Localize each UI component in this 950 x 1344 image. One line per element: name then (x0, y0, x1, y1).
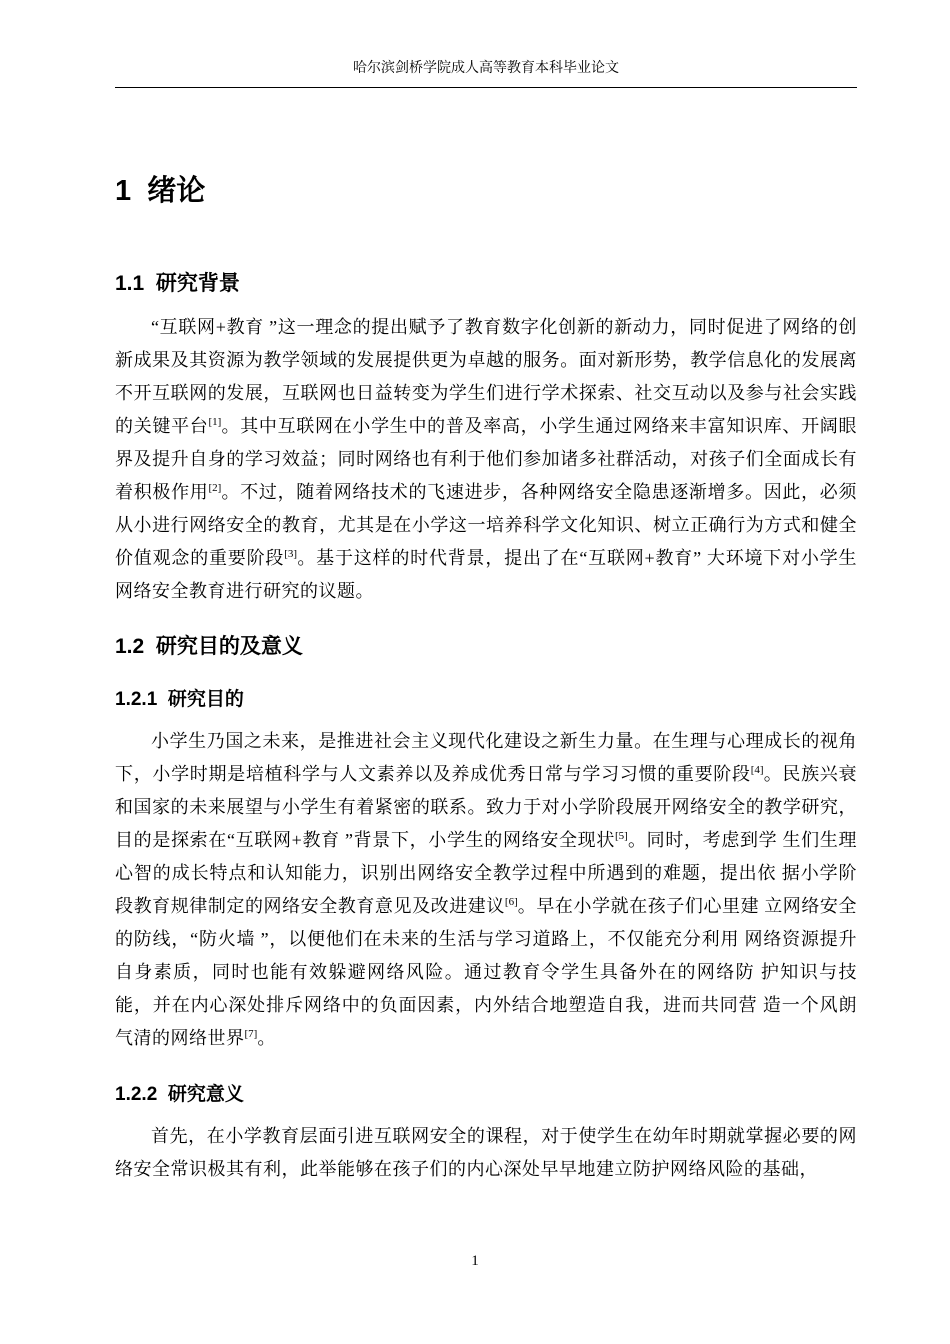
section-title-1-1: 1.1 研究背景 (115, 272, 240, 295)
chapter-title: 1 绪论 (115, 175, 206, 207)
header-title: 哈尔滨剑桥学院成人高等教育本科毕业论文 (353, 61, 619, 76)
paragraph-research-purpose: 小学生乃国之未来，是推进社会主义现代化建设之新生力量。在生理与心理成长的视角下，小学时期是培植科学与人文素养以及养成优秀日常与学习习惯的重要阶段[4]。民族兴衰和国家的未来展望与小学生有着紧密的联系。致力于对小学阶段展开网络安全的教学研究，目的是探索在“互联网+教育 ”背景下，小学生的网络安全现状[5]。同时，考虑到学 生们生理心智的成长特点和认知能力，识别出网络安全教学过程中所遇到的难题，提出依 据小学阶段教育规律制定的网络安全教育意见及改进建议[6]。早在小学就在孩子们心里建 立网络安全的防线，“防火墙 ”，以便他们在未来的生活与学习道路上，不仅能充分利用 网络资源提升自身素质，同时也能有效躲避网络风险。通过教育令学生具备外在的网络防 护知识与技能，并在内心深处排斥网络中的负面因素，内外结合地塑造自我，进而共同营 造一个风朗气清的网络世界[7]。 (115, 731, 858, 1048)
page-header (115, 60, 857, 88)
section-title-1-2: 1.2 研究目的及意义 (115, 635, 303, 658)
section-title-1-2-2: 1.2.2 研究意义 (115, 1084, 244, 1105)
paragraph-research-background: “互联网+教育 ”这一理念的提出赋予了教育数字化创新的新动力，同时促进了网络的创新成果及其资源为教学领域的发展提供更为卓越的服务。面对新形势，教学信息化的发展离不开互联网的发展，互联网也日益转变为学生们进行学术探索、社交互动以及参与社会实践的关键平台[1]。其中互联网在小学生中的普及率高，小学生通过网络来丰富知识库、开阔眼界及提升自身的学习效益；同时网络也有利于他们参加诸多社群活动，对孩子们全面成长有着积极作用[2]。不过，随着网络技术的飞速进步，各种网络安全隐患逐渐增多。因此，必须从小进行网络安全的教育，尤其是在小学这一培养科学文化知识、树立正确行为方式和健全价值观念的重要阶段[3]。基于这样的时代背景，提出了在“互联网+教育” 大环境下对小学生网络安全教育进行研究的议题。 (115, 317, 857, 601)
paragraph-research-significance: 首先，在小学教育层面引进互联网安全的课程，对于使学生在幼年时期就掌握必要的网络安全常识极其有利，此举能够在孩子们的内心深处早早地建立防护网络风险的基础， (115, 1126, 857, 1179)
page-number: 1 (471, 1253, 479, 1269)
section-title-1-2-1: 1.2.1 研究目的 (115, 689, 244, 710)
page-footer (0, 1253, 950, 1270)
